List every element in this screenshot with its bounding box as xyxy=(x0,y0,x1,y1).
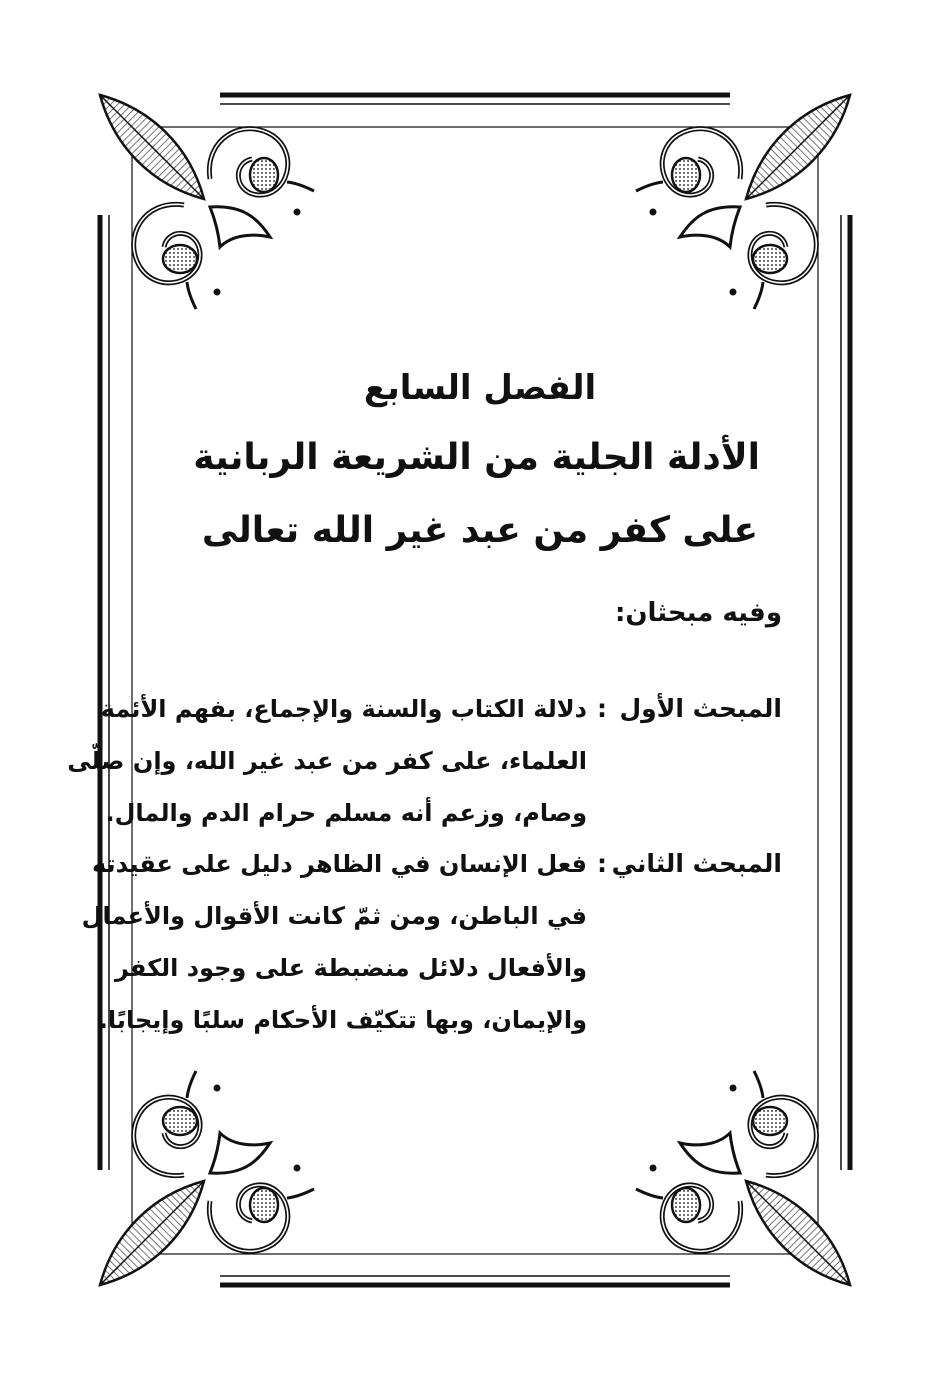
section-second xyxy=(81,838,782,1046)
section-first xyxy=(67,683,782,839)
section-label: المبحث الثاني xyxy=(611,849,782,878)
section-text-line: والإيمان، وبها تتكيّف الأحكام سلبًا وإيجابًا. xyxy=(98,1006,587,1034)
section-text-line: والأفعال دلائل منضبطة على وجود الكفر xyxy=(115,954,587,982)
section-colon: : xyxy=(597,694,607,723)
section-text-line: في الباطن، ومن ثمّ كانت الأقوال والأعمال xyxy=(81,902,587,930)
section-text-line: العلماء، على كفر من عبد غير الله، وإن صلّى xyxy=(67,747,587,775)
section-text-line: دلالة الكتاب والسنة والإجماع، بفهم الأئمة xyxy=(100,695,587,723)
section-description xyxy=(67,683,587,839)
sections-intro: وفيه مبحثان: xyxy=(614,598,782,628)
chapter-number: الفصل السابع xyxy=(363,368,597,408)
chapter-title-line-2: على كفر من عبد غير الله تعالى xyxy=(201,510,759,551)
section-label: المبحث الأول xyxy=(619,694,782,723)
section-text-line: وصام، وزعم أنه مسلم حرام الدم والمال. xyxy=(105,799,587,827)
section-description xyxy=(82,838,587,1046)
chapter-title-line-1: الأدلة الجلية من الشريعة الربانية xyxy=(193,437,760,478)
section-text-line: فعل الإنسان في الظاهر دليل على عقيدته xyxy=(92,850,587,878)
section-colon: : xyxy=(597,849,607,878)
